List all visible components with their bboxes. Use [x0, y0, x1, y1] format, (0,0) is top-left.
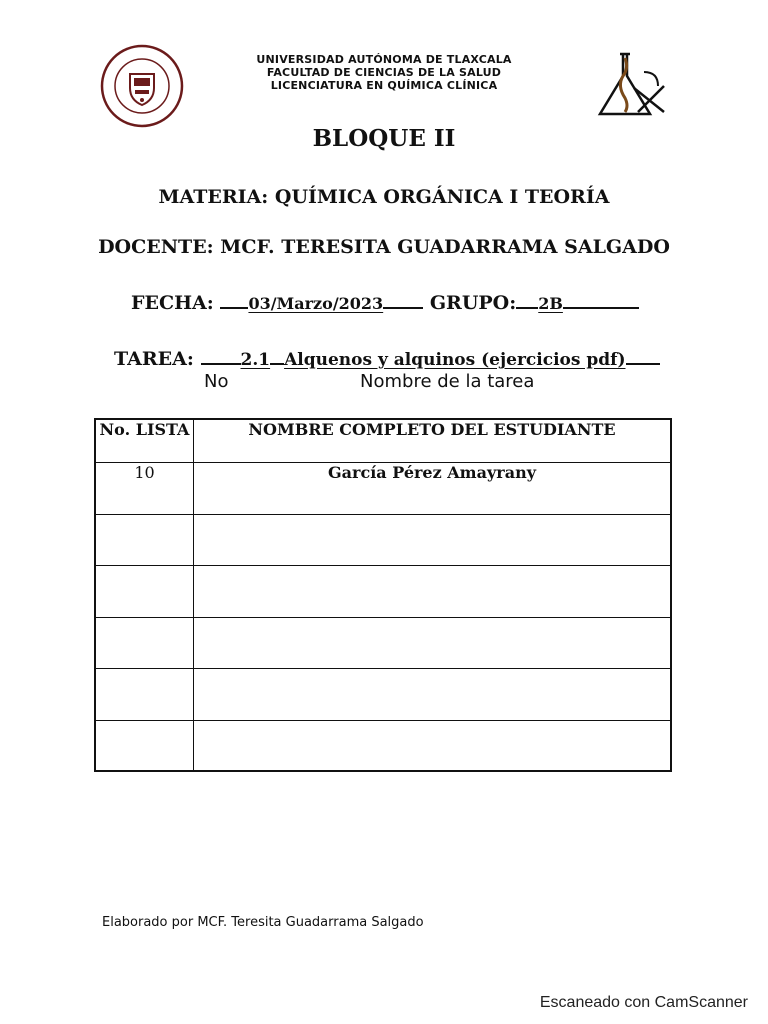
- list-number-cell: [95, 668, 194, 720]
- header-no-lista: No. LISTA: [95, 419, 194, 462]
- tarea-number: 2.1: [240, 350, 271, 370]
- program-name: LICENCIATURA EN QUÍMICA CLÍNICA: [270, 79, 498, 92]
- tarea-caption-no: No: [204, 371, 229, 392]
- underline-fill: [516, 289, 538, 309]
- tarea-caption-name: Nombre de la tarea: [360, 371, 535, 392]
- table-row: [95, 565, 671, 617]
- table-header-row: [95, 419, 671, 462]
- fecha-value: 03/Marzo/2023: [248, 294, 384, 313]
- list-number-cell: [95, 720, 194, 771]
- university-name: UNIVERSIDAD AUTÓNOMA DE TLAXCALA: [256, 53, 512, 66]
- underline-fill: [270, 345, 284, 365]
- student-name-cell: [194, 565, 672, 617]
- grupo-label: GRUPO:: [429, 292, 517, 314]
- student-name-cell: [194, 514, 672, 565]
- table-row: [95, 462, 671, 514]
- table-row: [95, 720, 671, 771]
- underline-fill: [201, 345, 241, 365]
- camscanner-watermark: Escaneado con CamScanner: [539, 994, 748, 1011]
- table-row: [95, 514, 671, 565]
- underline-fill: [220, 289, 248, 309]
- tarea-label: TAREA:: [114, 348, 194, 370]
- footer-author: Elaborado por MCF. Teresita Guadarrama Salgado: [102, 915, 424, 930]
- student-name-cell: [194, 617, 672, 668]
- student-name-cell: García Pérez Amayrany: [194, 462, 672, 514]
- header-nombre: NOMBRE COMPLETO DEL ESTUDIANTE: [194, 419, 672, 462]
- faculty-name: FACULTAD DE CIENCIAS DE LA SALUD: [266, 66, 502, 79]
- fecha-line: [131, 289, 639, 314]
- student-name-cell: [194, 720, 672, 771]
- docente-line: DOCENTE: MCF. TERESITA GUADARRAMA SALGADO: [98, 236, 670, 258]
- student-table: [94, 418, 672, 772]
- table-row: [95, 617, 671, 668]
- list-number-cell: [95, 565, 194, 617]
- list-number-cell: [95, 514, 194, 565]
- list-number-cell: [95, 617, 194, 668]
- materia-line: MATERIA: QUÍMICA ORGÁNICA I TEORÍA: [158, 186, 610, 208]
- table-row: [95, 668, 671, 720]
- underline-fill: [626, 345, 660, 365]
- grupo-value: 2B: [538, 294, 563, 313]
- tarea-name: Alquenos y alquinos (ejercicios pdf): [284, 350, 626, 370]
- tarea-line: [114, 345, 660, 370]
- student-name-cell: [194, 668, 672, 720]
- underline-fill: [383, 289, 423, 309]
- fecha-label: FECHA:: [131, 292, 214, 314]
- underline-fill: [563, 289, 639, 309]
- list-number-cell: 10: [95, 462, 194, 514]
- page-title: BLOQUE II: [312, 125, 456, 152]
